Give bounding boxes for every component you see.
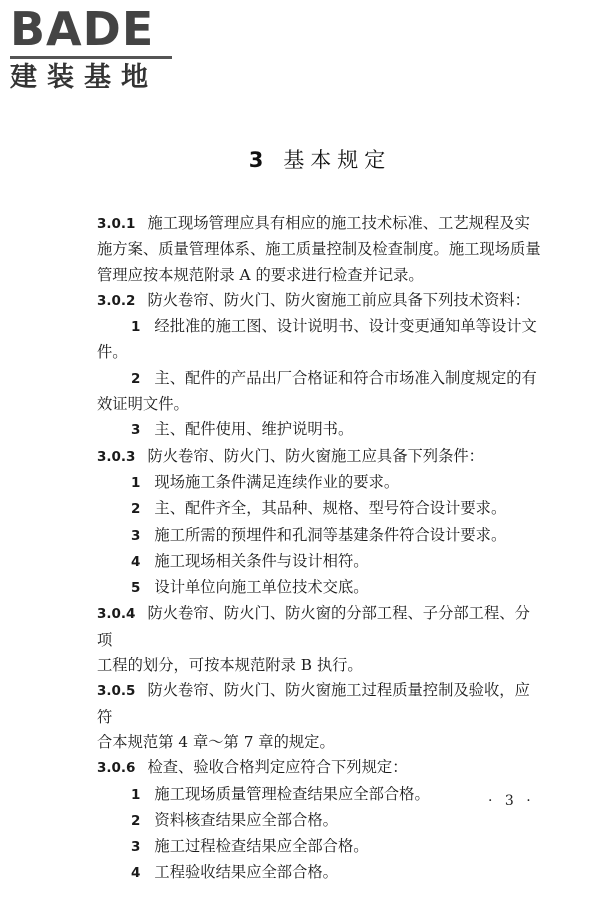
item-number: 1 [131,319,141,336]
paragraph-text: 防火卷帘、防火门、防火窗施工前应具备下列技术资料： [147,290,530,309]
list-item [97,575,543,601]
list-item [97,523,543,549]
list-item [97,417,543,443]
clause-number: 3.0.5 [97,683,136,700]
paragraph-text: 管理应按本规范附录 A 的要求进行检查并记录。 [97,265,424,284]
clause-number: 3.0.2 [97,292,136,309]
clause-line [97,678,543,730]
continuation-line [97,340,543,365]
clause-line [97,601,543,653]
item-number: 2 [131,501,141,518]
paragraph-text: 防火卷帘、防火门、防火窗施工应具备下列条件： [147,446,484,465]
item-number: 2 [131,812,141,829]
clause-number: 3.0.3 [97,448,136,465]
paragraph-text: 防火卷帘、防火门、防火窗的分部工程、子分部工程、分项 [97,604,530,649]
list-item [97,834,543,860]
clause-line [97,755,543,781]
paragraph-text: 设计单位向施工单位技术交底。 [154,578,369,597]
chapter-heading [0,144,600,174]
list-item [97,496,543,522]
paragraph-text: 施工过程检查结果应全部合格。 [154,837,369,856]
item-number: 1 [131,786,141,803]
paragraph-text: 主、配件齐全，其品种、规格、型号符合设计要求。 [154,499,507,518]
paragraph-text: 防火卷帘、防火门、防火窗施工过程质量控制及验收，应符 [97,681,530,726]
clause-number: 3.0.4 [97,606,136,623]
item-number: 3 [131,839,141,856]
paragraph-text: 资料核查结果应全部合格。 [154,810,338,829]
paragraph-text: 施工现场相关条件与设计相符。 [154,551,369,570]
list-item [97,782,543,808]
list-item [97,470,543,496]
paragraph-text: 施方案、质量管理体系、施工质量控制及检查制度。施工现场质量 [97,240,541,259]
item-number: 3 [131,422,141,439]
document-body [97,211,543,887]
chapter-title: 基本规定 [283,148,392,172]
clause-number: 3.0.6 [97,760,136,777]
item-number: 1 [131,474,141,491]
continuation-line [97,653,543,678]
paragraph-text: 现场施工条件满足连续作业的要求。 [154,472,400,491]
logo-divider [10,56,172,59]
list-item [97,808,543,834]
item-number: 5 [131,580,141,597]
clause-number: 3.0.1 [97,216,136,232]
item-number: 4 [131,553,141,570]
continuation-line [97,263,543,288]
list-item [97,860,543,886]
list-item [97,366,543,392]
item-number: 4 [131,865,141,882]
chapter-number: 3 [248,148,270,172]
logo-subtitle: 建装基地 [10,62,158,93]
list-item [97,549,543,575]
continuation-line [97,730,543,755]
paragraph-text: 施工现场管理应具有相应的施工技术标准、工艺规程及实 [147,214,530,232]
list-item [97,314,543,340]
paragraph-text: 工程验收结果应全部合格。 [154,863,338,882]
paragraph-text: 主、配件使用、维护说明书。 [154,420,354,439]
paragraph-text: 经批准的施工图、设计说明书、设计变更通知单等设计文 [154,317,537,336]
paragraph-text: 施工现场质量管理检查结果应全部合格。 [154,784,430,803]
clause-line [97,444,543,470]
paragraph-text: 主、配件的产品出厂合格证和符合市场准入制度规定的有 [154,368,537,387]
paragraph-text: 工程的划分，可按本规范附录 B 执行。 [97,656,363,675]
clause-line [97,211,543,237]
bade-logo [10,4,175,96]
logo-brand-text: BADE [10,2,155,56]
paragraph-text: 检查、验收合格判定应符合下列规定： [147,758,408,777]
continuation-line [97,237,543,262]
page-number: · 3 · [488,793,535,809]
paragraph-text: 施工所需的预埋件和孔洞等基建条件符合设计要求。 [154,525,507,544]
item-number: 3 [131,527,141,544]
item-number: 2 [131,370,141,387]
paragraph-text: 合本规范第 4 章～第 7 章的规定。 [97,732,335,751]
continuation-line [97,392,543,417]
paragraph-text: 效证明文件。 [97,395,189,414]
paragraph-text: 件。 [97,343,128,362]
clause-line [97,288,543,314]
